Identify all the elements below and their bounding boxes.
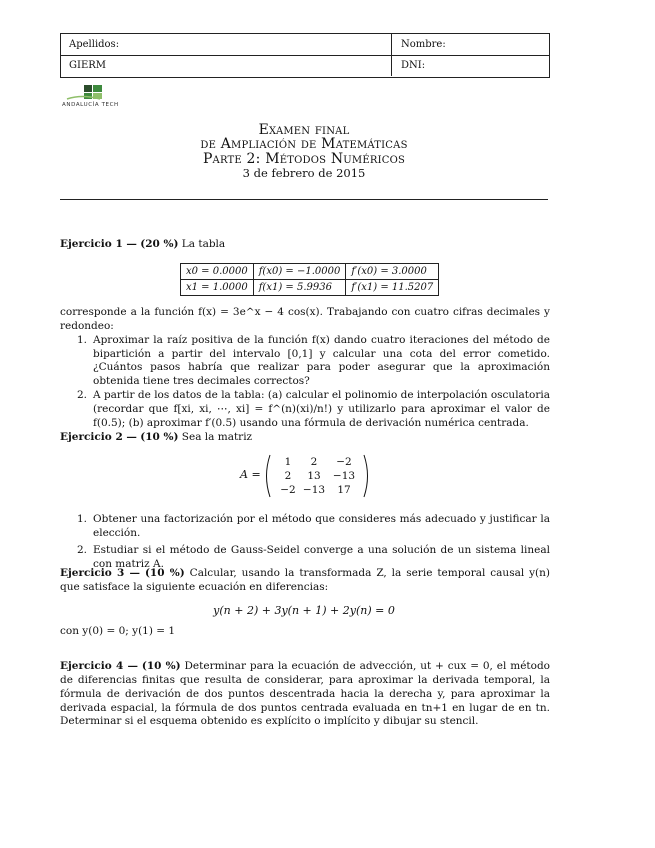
matrix-cell: 2 bbox=[310, 456, 318, 468]
exercise-2-weight: (10 %) bbox=[140, 431, 179, 443]
matrix-cell: −2 bbox=[336, 456, 352, 468]
header-row-names bbox=[61, 34, 549, 56]
matrix-cell: 2 bbox=[284, 470, 292, 482]
exercise-1-weight: (20 %) bbox=[140, 238, 179, 250]
exercise-4-heading: Ejercicio 4 — bbox=[60, 660, 138, 672]
left-paren-icon bbox=[267, 455, 271, 497]
matrix-A bbox=[240, 455, 370, 497]
exercise-2-heading-line bbox=[60, 431, 550, 445]
exercise-2-heading: Ejercicio 2 — bbox=[60, 431, 137, 443]
exam-title bbox=[60, 123, 548, 180]
title-line-2: de Ampliación de Matemáticas bbox=[200, 136, 408, 153]
table-cell: x1 = 1.0000 bbox=[181, 280, 254, 296]
exercise-3-intro: Calcular, usando la transformada Z, la serie temporal causal y(n) que satisface la siguiente ecuación en diferencias: bbox=[60, 567, 551, 593]
nombre-label: Nombre: bbox=[401, 39, 446, 50]
exercise-1-items bbox=[60, 334, 550, 431]
table-cell: f(x0) = −1.0000 bbox=[253, 264, 346, 280]
list-item: 2. Estudiar si el método de Gauss-Seidel converge a una solución de un sistema lineal con matriz A. bbox=[77, 543, 550, 570]
exercise-1-body bbox=[60, 306, 550, 431]
table-cell: f′(x1) = 11.5207 bbox=[346, 280, 439, 296]
list-item: 1. Obtener una factorización por el método que consideres más adecuado y justificar la elección. bbox=[77, 513, 550, 539]
matrix-cell: −13 bbox=[302, 484, 326, 496]
exercise-4-intro: Determinar para la ecuación de advección, ut + cux = 0, el método de diferencias finitas que resulta de considerar, para aproximar la derivada temporal, la fórmula de derivación de dos puntos descentrada hacia la derecha y, para aproximar la derivada espacial, la fórmula de dos puntos centrada evaluada en tn+1 en lugar de en tn. Determinar si el esquema obtenido es explícito o implícito y dibujar su stencil. bbox=[60, 660, 550, 728]
exercise-3-weight: (10 %) bbox=[144, 567, 185, 579]
exercise-1-heading: Ejercicio 1 — bbox=[60, 238, 137, 250]
exam-date: 3 de febrero de 2015 bbox=[242, 165, 366, 180]
exercise-1-after-table: corresponde a la función f(x) = 3e^x − 4 cos(x). Trabajando con cuatro cifras decimales y redondeo: bbox=[60, 306, 550, 332]
list-item: 2. A partir de los datos de la tabla: (a) calcular el polinomio de interpolación osculatoria (recordar que f[xi, xi, ⋯, xi] = f^(n)(xi)/n!) y utilizarlo para aproximar el valor de f(0.5); (b) aproximar f′(0.5) usando una fórmula de derivación numérica centrada. bbox=[77, 389, 550, 429]
course-code: GIERM bbox=[69, 60, 107, 71]
matrix-cell: −13 bbox=[332, 470, 356, 482]
table-row bbox=[181, 264, 439, 280]
exercise-4-weight: (10 %) bbox=[141, 660, 181, 672]
exercise-3-conditions: con y(0) = 0; y(1) = 1 bbox=[60, 625, 176, 637]
matrix-svg bbox=[262, 453, 372, 499]
matrix-cell: 1 bbox=[284, 456, 292, 468]
dni-label: DNI: bbox=[401, 60, 426, 71]
exercise-1-intro: La tabla bbox=[181, 238, 226, 250]
right-paren-icon bbox=[364, 455, 368, 497]
table-cell: x0 = 0.0000 bbox=[181, 264, 254, 280]
matrix-cell: 13 bbox=[307, 470, 321, 482]
logo-caption: ANDALUCÍA TECH bbox=[62, 102, 119, 108]
exercise-1-table bbox=[180, 263, 439, 296]
student-info-box bbox=[60, 33, 550, 78]
title-rule bbox=[60, 199, 548, 200]
title-line-1: Examen final bbox=[258, 122, 350, 138]
table-cell: f′(x0) = 3.0000 bbox=[346, 264, 439, 280]
difference-equation: y(n + 2) + 3y(n + 1) + 2y(n) = 0 bbox=[213, 604, 395, 617]
exercise-3-heading: Ejercicio 3 — bbox=[60, 567, 141, 579]
exercise-2-body bbox=[60, 513, 550, 571]
apellidos-label: Apellidos: bbox=[69, 39, 120, 50]
exercise-4-heading-line bbox=[60, 660, 550, 729]
list-item: 1. Aproximar la raíz positiva de la función f(x) dando cuatro iteraciones del método de bipartición a partir del intervalo [0,1] y calcular una cota del error cometido. ¿Cuántos pasos habría que realizar para poder asegurar que la aproximación obtenida tiene tres decimales correctos? bbox=[77, 333, 550, 388]
title-line-3: Parte 2: Métodos Numéricos bbox=[202, 150, 406, 167]
matrix-label: A = bbox=[240, 468, 261, 481]
exercise-1-heading-line bbox=[60, 238, 550, 252]
exercise-3-heading-line bbox=[60, 567, 550, 595]
header-row-ids bbox=[61, 55, 549, 76]
matrix-cell: −2 bbox=[280, 484, 296, 496]
exercise-2-items bbox=[60, 513, 550, 571]
matrix-cell: 17 bbox=[337, 484, 351, 496]
exercise-2-intro: Sea la matriz bbox=[181, 431, 253, 443]
table-cell: f(x1) = 5.9936 bbox=[253, 280, 346, 296]
table-row bbox=[181, 280, 439, 296]
andalucia-tech-logo bbox=[62, 83, 138, 110]
